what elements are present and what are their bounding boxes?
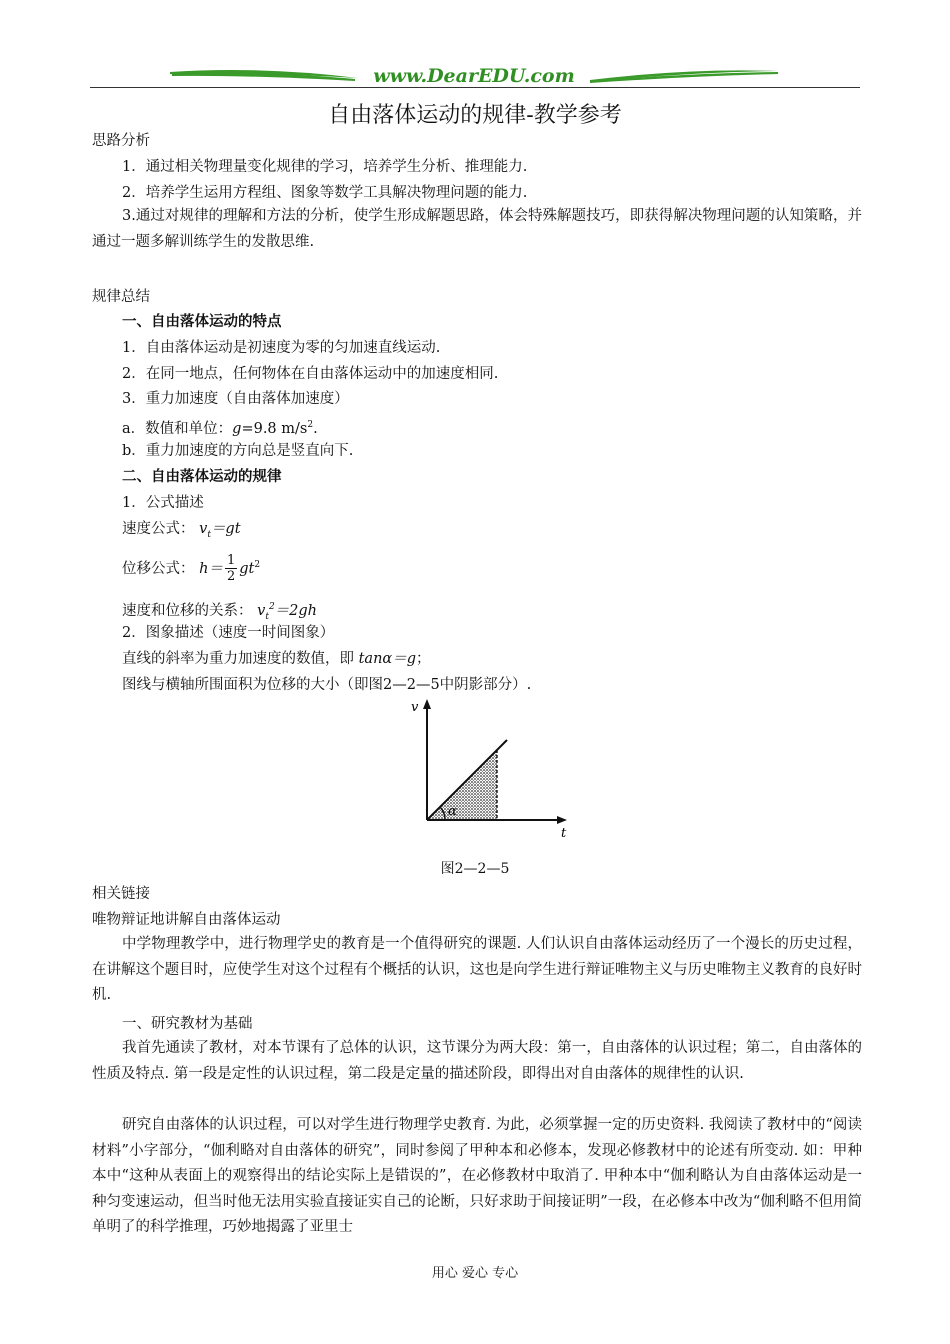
displacement-var: h＝	[199, 560, 223, 577]
x-axis-label: t	[561, 826, 567, 841]
velocity-formula-label: 速度公式：	[122, 521, 195, 537]
displacement-exponent: 2	[254, 560, 261, 570]
characteristic-1: 1．自由落体运动是初速度为零的匀加速直线运动.	[122, 340, 441, 356]
site-header-text[interactable]: www.DearEDU.com	[373, 65, 575, 87]
one-half-fraction	[225, 553, 237, 584]
graph-description: 2．图象描述（速度一时间图象）	[122, 625, 335, 641]
links-subheading: 一、研究教材为基础	[122, 1016, 253, 1032]
slope-end: ；	[416, 651, 431, 667]
gravity-value: =9.8 m/s	[241, 420, 308, 437]
velocity-formula-line	[122, 519, 241, 545]
page-footer: 用心 爱心 专心	[431, 1266, 519, 1281]
velocity-rhs: ＝gt	[210, 521, 241, 537]
gravity-unit-exponent: 2	[307, 420, 314, 430]
velocity-var: v	[199, 521, 208, 537]
gravity-value-end: .	[313, 420, 318, 437]
relation-formula-label: 速度和位移的关系：	[122, 602, 253, 619]
relation-rhs: ＝2gh	[274, 602, 318, 619]
displacement-formula-label: 位移公式：	[122, 560, 195, 577]
fraction-numerator: 1	[226, 553, 236, 569]
gravity-symbol: g	[232, 420, 242, 437]
slope-text: 直线的斜率为重力加速度的数值，即	[122, 651, 354, 667]
subheading-laws: 二、自由落体运动的规律	[122, 468, 282, 485]
analysis-item-2: 2．培养学生运用方程组、图象等数学工具解决物理问题的能力.	[122, 185, 528, 201]
gravity-value-label: a．数值和单位：	[122, 420, 233, 437]
angle-label: α	[448, 804, 457, 819]
formula-description: 1．公式描述	[122, 495, 204, 511]
area-line: 图线与横轴所围面积为位移的大小（即图2—2—5中阴影部分）.	[122, 677, 532, 693]
x-axis-arrow-icon	[557, 816, 567, 824]
gravity-direction: b．重力加速度的方向总是竖直向下.	[122, 443, 354, 459]
section-heading-summary: 规律总结	[92, 289, 150, 305]
analysis-item-1: 1．通过相关物理量变化规律的学习，培养学生分析、推理能力.	[122, 159, 528, 175]
relation-var: v	[257, 602, 266, 619]
y-axis-arrow-icon	[423, 699, 431, 709]
page-title: 自由落体运动的规律-教学参考	[328, 103, 622, 128]
links-paragraph-3: 研究自由落体的认识过程，可以对学生进行物理学史教育. 为此，必须掌握一定的历史资料. 我阅读了教材中的“阅读材料”小字部分，“伽利略对自由落体的研究”，同时参阅了甲种本和必修本，发现必修教材中的论述有所变动. 如：甲种本中“这种从表面上的观察得出的结论实际上是错误的”，在必修教材中取消了. 甲种本中“伽利略认为自由落体运动是一种匀变速运动，但当时他无法用实验直接证实自己的论断，只好求助于间接证明”一段，在必修本中改为“伽利略不但用简单明了的科学推理，巧妙地揭露了亚里士	[92, 1117, 862, 1235]
displacement-rhs: gt	[239, 560, 255, 577]
links-paragraph-1: 中学物理教学中，进行物理学史的教育是一个值得研究的课题. 人们认识自由落体运动经历了一个漫长的历史过程，在讲解这个题目时，应使学生对这个过程有个概括的认识，这也是向学生进行辩证唯物主义与历史唯物主义教育的良好时机.	[92, 936, 862, 1003]
links-subtitle: 唯物辩证地讲解自由落体运动	[92, 912, 281, 928]
velocity-time-graph	[405, 697, 575, 842]
analysis-item-3: 3.通过对规律的理解和方法的分析，使学生形成解题思路，体会特殊解题技巧，即获得解决物理问题的认知策略，并通过一题多解训练学生的发散思维.	[92, 208, 862, 250]
characteristic-2: 2．在同一地点，任何物体在自由落体运动中的加速度相同.	[122, 366, 499, 382]
relation-formula	[257, 602, 318, 622]
relation-subscript: t	[265, 611, 269, 622]
gravity-value-line	[122, 415, 318, 439]
slope-expression: tanα＝g	[358, 651, 416, 667]
figure-caption: 图2—2—5	[440, 861, 510, 877]
links-paragraph-2: 我首先通读了教材，对本节课有了总体的认识，这节课分为两大段：第一，自由落体的认识过程；第二，自由落体的性质及特点. 第一段是定性的认识过程，第二段是定量的描述阶段，即得出对自由落体的规律性的认识.	[92, 1040, 862, 1082]
y-axis-label: v	[411, 700, 419, 715]
subheading-characteristics: 一、自由落体运动的特点	[122, 313, 282, 330]
fraction-denominator: 2	[226, 569, 236, 585]
header-rule	[90, 87, 860, 88]
characteristic-3: 3．重力加速度（自由落体加速度）	[122, 391, 349, 407]
section-heading-links: 相关链接	[92, 886, 150, 902]
displacement-formula-line	[122, 548, 260, 586]
slope-line	[122, 649, 431, 669]
velocity-formula	[199, 521, 241, 540]
relation-exponent: 2	[268, 602, 275, 612]
section-heading-analysis: 思路分析	[92, 133, 150, 149]
velocity-subscript: t	[207, 529, 211, 540]
